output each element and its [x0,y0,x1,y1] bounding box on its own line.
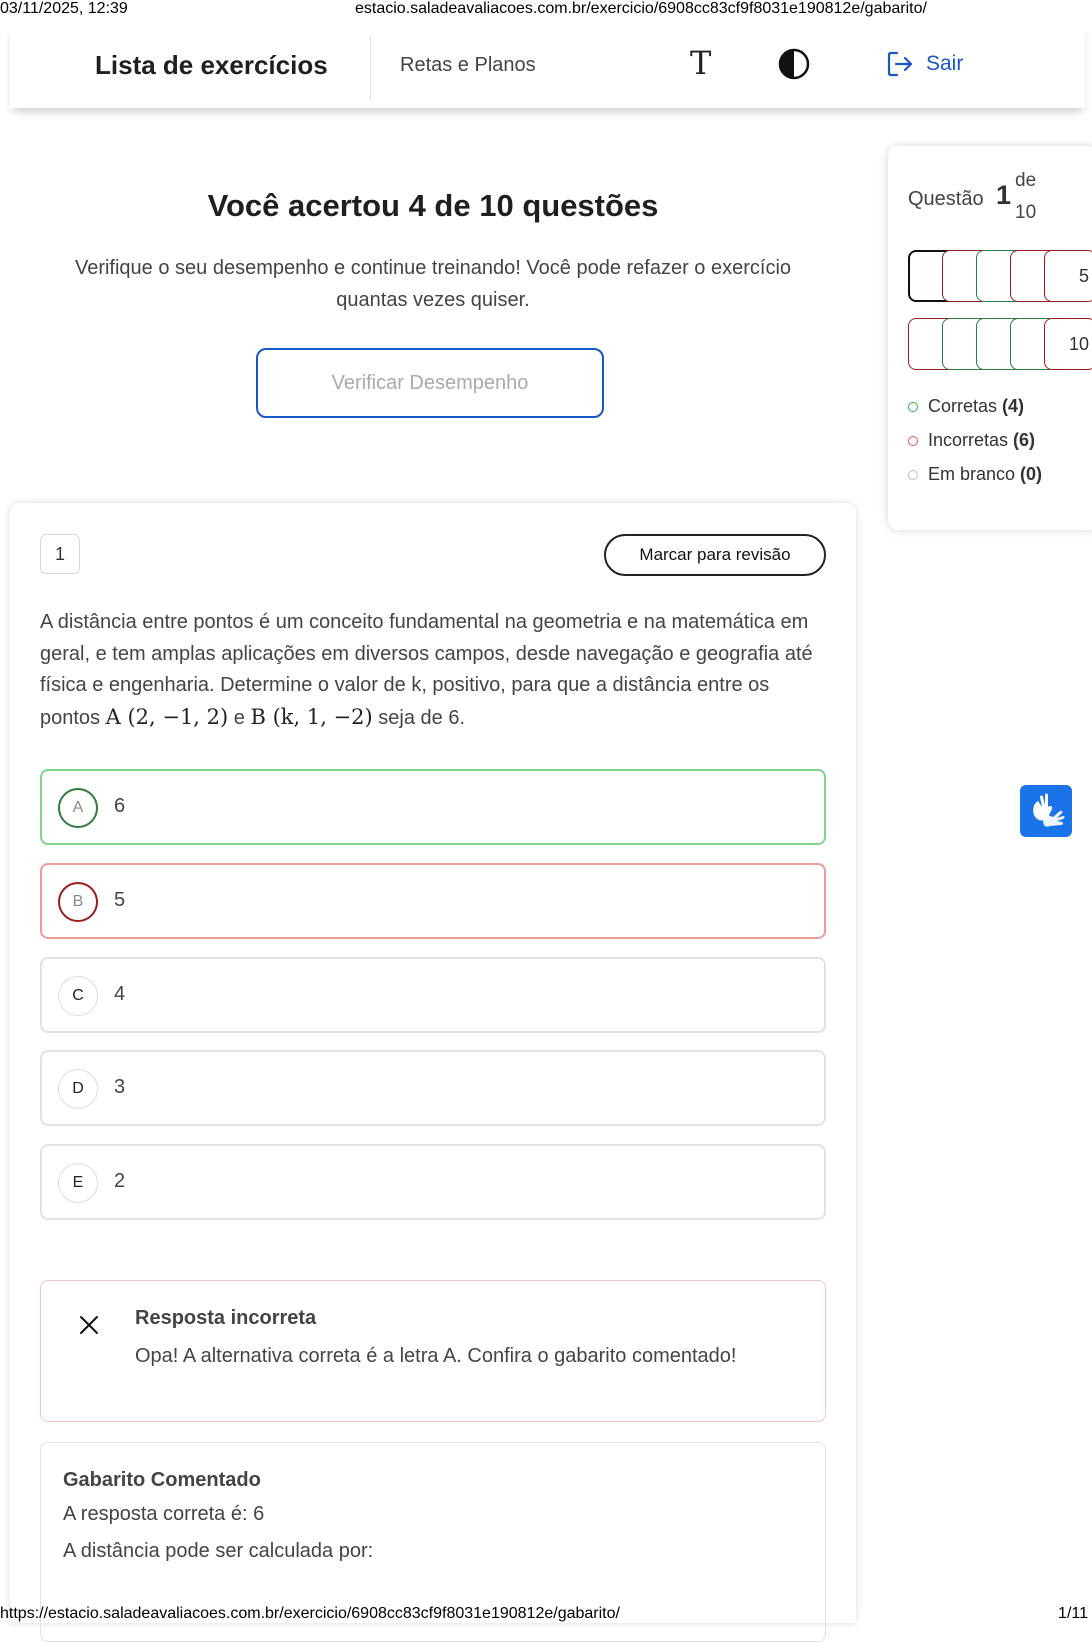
print-datetime: 03/11/2025, 12:39 [0,0,128,17]
question-total: 10 [1015,202,1037,223]
legend-blank [908,464,1042,485]
question-of: de [1015,170,1037,191]
font-size-icon[interactable]: T [690,44,712,82]
option-a[interactable] [40,769,826,845]
option-letter: C [58,976,98,1016]
gabarito-answer: A resposta correta é: 6 [63,1503,265,1525]
legend-incorrect-label: Incorretas [928,430,1009,450]
legend-correct [908,396,1024,417]
option-text: 6 [114,795,126,817]
blank-dot-icon [908,470,918,480]
mark-review-button[interactable]: Marcar para revisão [604,534,826,576]
option-letter: B [58,882,98,922]
print-footer [0,1605,1092,1623]
incorrect-feedback [40,1280,826,1422]
legend-incorrect [908,430,1035,451]
question-text-and: e [228,706,251,729]
nav-question-10[interactable]: 10 [1044,318,1092,370]
question-label: Questão [908,188,984,210]
option-b[interactable] [40,863,826,939]
option-text: 2 [114,1170,126,1192]
option-c[interactable] [40,957,826,1033]
logout-button[interactable] [886,50,963,78]
option-letter: A [58,788,98,828]
question-navigator [888,146,1092,530]
option-text: 5 [114,889,126,911]
feedback-text: Opa! A alternativa correta é a letra A. Confira o gabarito comentado! [135,1345,737,1367]
option-letter: D [58,1069,98,1109]
libras-accessibility-button[interactable] [1020,785,1072,837]
gabarito-title: Gabarito Comentado [63,1469,261,1491]
sign-language-icon [1020,785,1072,837]
current-question: 1 [996,180,1012,210]
legend-correct-count: (4) [1002,396,1025,416]
option-letter: E [58,1163,98,1203]
correct-dot-icon [908,402,918,412]
nav-row-1 [908,250,1089,302]
divider [370,36,371,100]
logout-label: Sair [926,52,964,75]
option-text: 3 [114,1076,126,1098]
option-text: 4 [114,983,126,1005]
incorrect-dot-icon [908,436,918,446]
result-subtitle: Verifique o seu desempenho e continue treinando! Você pode refazer o exercício quantas vezes quiser. [74,257,792,311]
feedback-title: Resposta incorreta [135,1307,317,1329]
legend-correct-label: Corretas [928,396,998,416]
contrast-icon[interactable] [778,48,810,80]
result-title: Você acertou 4 de 10 questões [207,188,659,223]
question-card [10,503,856,1623]
print-header [0,0,1092,16]
question-number: 1 [40,534,80,574]
print-url: estacio.saladeavaliacoes.com.br/exercicio/6908cc83cf9f8031e190812e/gabarito/ [355,0,927,17]
close-icon [77,1313,101,1337]
question-text-body: A distância entre pontos é um conceito fundamental na geometria e na matemática em geral, e tem amplas aplicações em diversos campos, desde navegação e geografia até física e engenharia. Determine o valor de k, positivo, para que a distância entre os pontos [40,611,813,729]
option-e[interactable] [40,1144,826,1220]
logout-icon [886,50,914,78]
point-a: A (2, −1, 2) [105,704,229,729]
top-bar [10,26,1085,108]
point-b: B (k, 1, −2) [250,704,373,729]
verify-performance-button[interactable]: Verificar Desempenho [256,348,604,418]
legend-blank-label: Em branco [928,464,1016,484]
legend-incorrect-count: (6) [1013,430,1036,450]
subject-title: Retas e Planos [400,54,536,76]
legend-blank-count: (0) [1020,464,1043,484]
brand-title: Lista de exercícios [95,50,328,80]
nav-question-5[interactable]: 5 [1044,250,1092,302]
question-text [40,607,830,734]
gabarito-explanation: A distância pode ser calculada por: [63,1540,374,1562]
print-footer-url: https://estacio.saladeavaliacoes.com.br/exercicio/6908cc83cf9f8031e190812e/gabarito/ [0,1605,620,1622]
question-text-end: seja de 6. [372,706,466,729]
nav-row-2 [908,318,1089,370]
print-page-number: 1/11 [1058,1605,1088,1622]
option-d[interactable] [40,1050,826,1126]
